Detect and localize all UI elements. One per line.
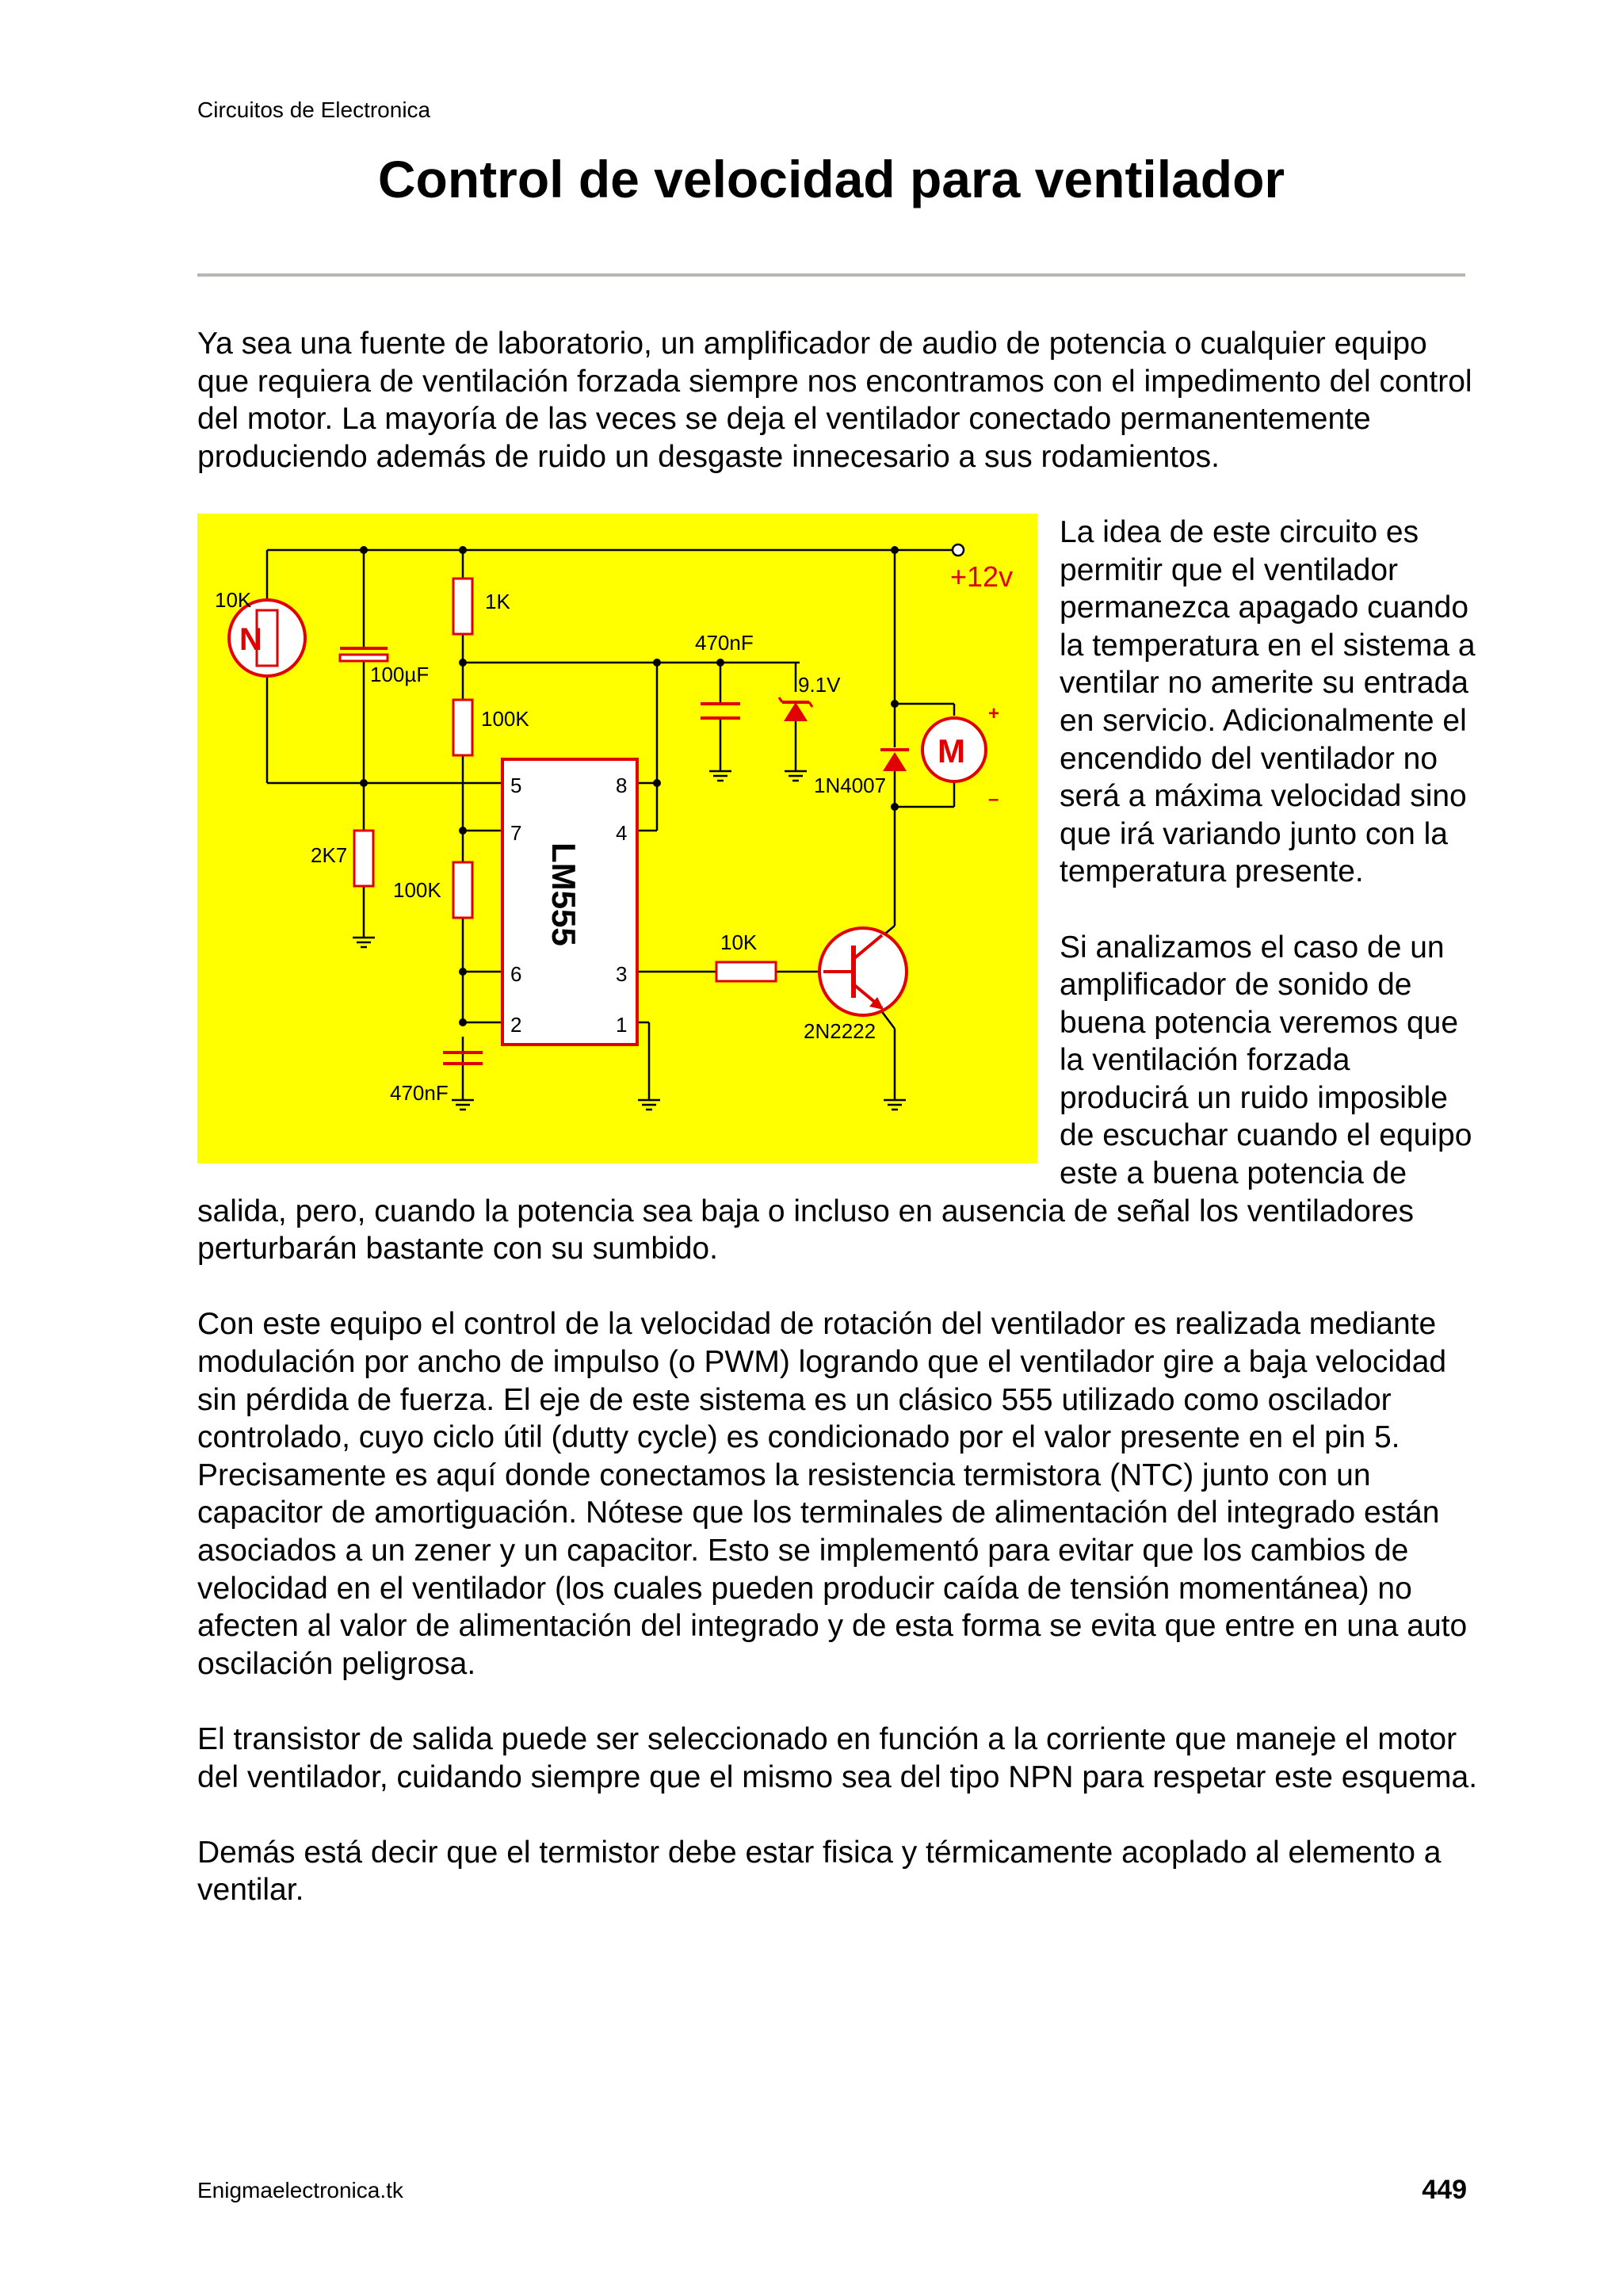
ic-lm555 (502, 759, 637, 1045)
zener-label: 9.1V (798, 672, 841, 697)
pin-3-label: 3 (616, 961, 628, 986)
paragraph-amplifier: Si analizamos el caso de un amplificador de sonido de buena potencia veremos que la ventilación forzada producirá un ruido imposible de escuchar cuando el equipo este a buena potencia de salida, pero, cuando la potencia sea baja o incluso en ausencia de señal los ventiladores perturbarán bastante con su sumbido. (197, 930, 1472, 1266)
pin-7-label: 7 (510, 820, 522, 845)
title-divider (197, 273, 1465, 277)
motor-letter: M (938, 732, 965, 770)
running-header: Circuitos de Electronica (197, 97, 431, 122)
cap-470nf-top-label: 470nF (695, 630, 754, 655)
paragraph-thermistor: Demás está decir que el termistor debe estar fisica y térmicamente acoplado al elemento a ventilar. (197, 1835, 1442, 1908)
r1k-label: 1K (485, 589, 510, 613)
r100k-bottom-label: 100K (393, 877, 441, 902)
page-title: Control de velocidad para ventilador (377, 150, 1285, 208)
supply-label: +12v (950, 560, 1014, 593)
pin-2-label: 2 (510, 1012, 522, 1037)
pin-6-label: 6 (510, 961, 522, 986)
r100k-top-label: 100K (481, 706, 529, 731)
pin-1-label: 1 (616, 1012, 628, 1037)
pin-8-label: 8 (616, 773, 628, 797)
pin-4-label: 4 (616, 820, 628, 845)
page-number: 449 (1422, 2175, 1467, 2205)
article-body (197, 325, 1481, 1947)
diode-label: 1N4007 (814, 773, 887, 797)
motor-plus-label: + (988, 702, 1000, 724)
cap-470nf-bottom-label: 470nF (390, 1080, 449, 1105)
transistor-label: 2N2222 (804, 1018, 876, 1043)
ic-label: LM555 (545, 842, 582, 946)
paragraph-idea: La idea de este circuito es permitir que el ventilador permanezca apagado cuando la temperatura en el sistema a ventilar no amerite su entrada en servicio. Adicionalmente el encendido del ventilador no será a máxima velocidad sino que irá variando junto con la temperatura presente. (1060, 514, 1476, 889)
cap-100uf-label: 100µF (370, 662, 430, 686)
schematic-figure (197, 514, 1037, 1163)
r10k-base-label: 10K (720, 930, 758, 954)
r2k7-label: 2K7 (311, 842, 348, 867)
paragraph-transistor: El transistor de salida puede ser seleccionado en función a la corriente que maneje el motor del ventilador, cuidando siempre que el mismo sea del tipo NPN para respetar este esquema. (197, 1721, 1478, 1794)
paragraph-intro: Ya sea una fuente de laboratorio, un amplificador de audio de potencia o cualquier equipo que requiera de ventilación forzada siempre nos encontramos con el impedimento del control del motor. La mayoría de las veces se deja el ventilador conectado permanentemente produciendo además de ruido un desgaste innecesario a sus rodamientos. (197, 327, 1472, 474)
footer-site: Enigmaelectronica.tk (197, 2178, 403, 2202)
fan-speed-control-schematic (197, 514, 1037, 1163)
ntc-value-label: 10K (215, 587, 252, 612)
paragraph-pwm: Con este equipo el control de la velocidad de rotación del ventilador es realizada mediante modulación por ancho de impulso (o PWM) logrando que el ventilador gire a baja velocidad sin pérdida de fuerza. El eje de este sistema es un clásico 555 utilizado como oscilador controlado, cuyo ciclo útil (dutty cycle) es condicionado por el valor presente en el pin 5. Precisamente es aquí donde conectamos la resistencia termistora (NTC) junto con un capacitor de amortiguación. Nótese que los terminales de alimentación del integrado están asociados a un zener y un capacitor. Esto se implementó para evitar que los cambios de velocidad en el ventilador (los cuales pueden producir caída de tensión momentánea) no afecten al valor de alimentación del integrado y de esta forma se evita que entre en una auto oscilación peligrosa. (197, 1307, 1468, 1681)
pin-5-label: 5 (510, 773, 522, 797)
motor-minus-label: – (988, 788, 999, 810)
ntc-letter: N (239, 621, 262, 657)
